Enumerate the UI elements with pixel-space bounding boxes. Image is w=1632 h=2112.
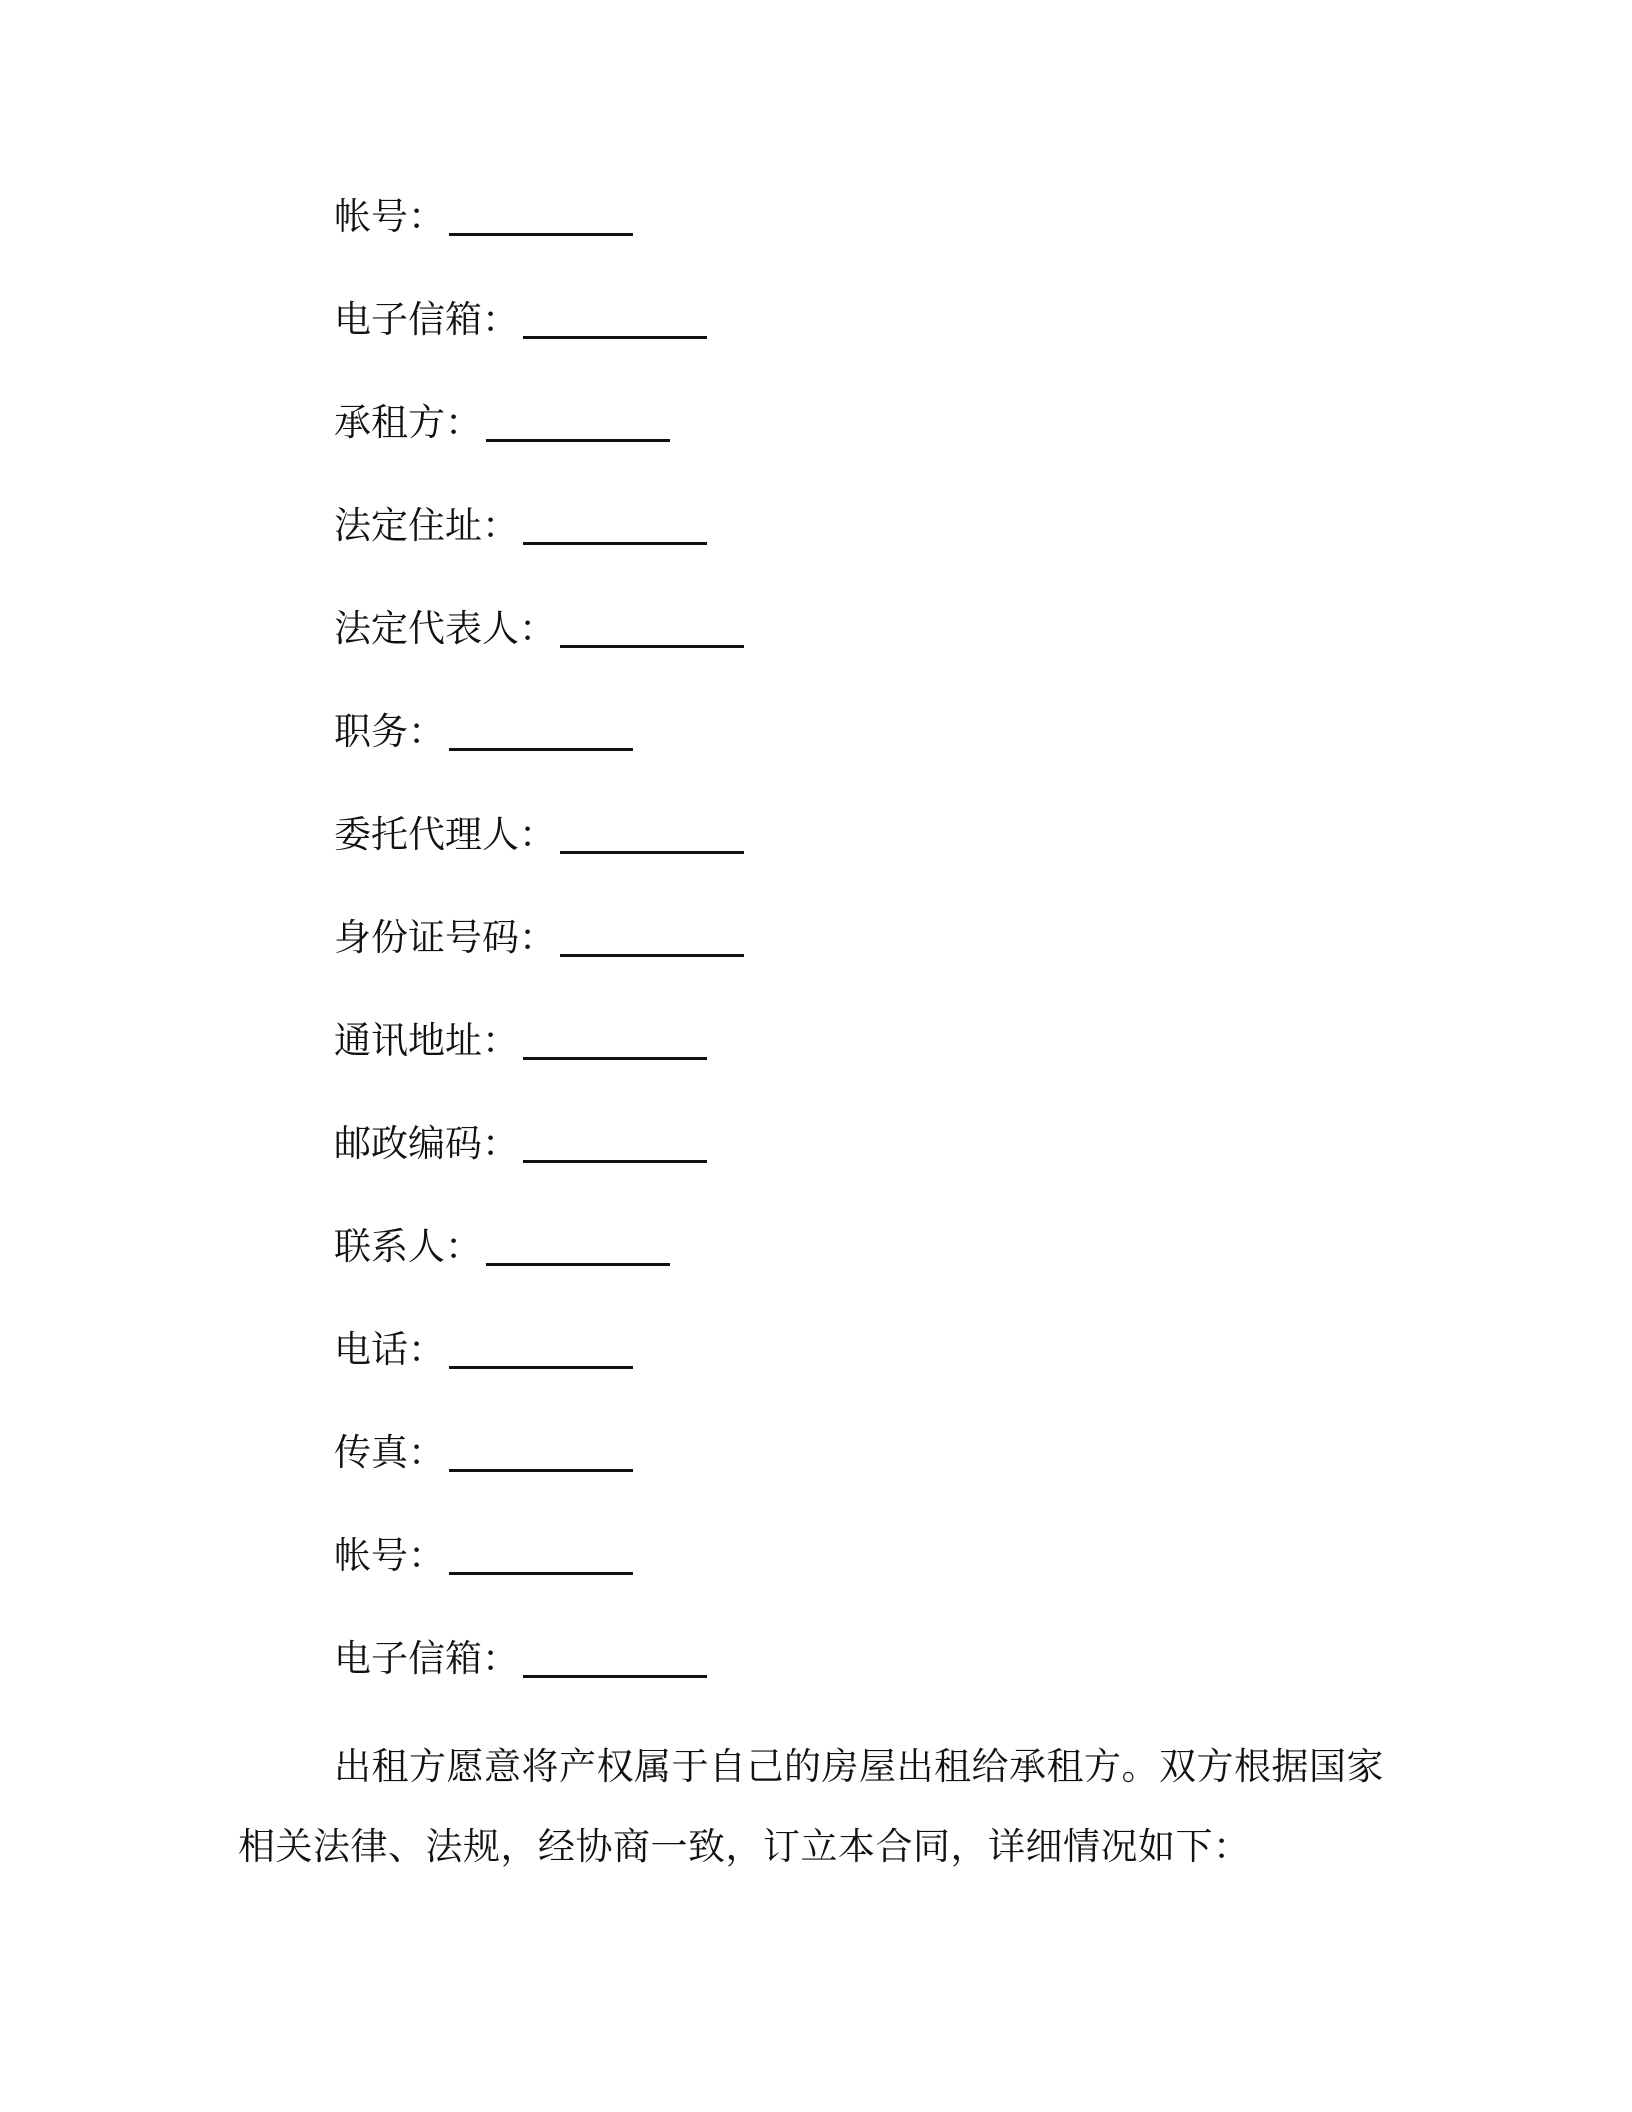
field-authorized-agent — [334, 804, 744, 864]
field-id-number — [334, 907, 744, 967]
field-phone — [334, 1319, 633, 1379]
fill-in-blank[interactable] — [523, 336, 707, 339]
field-mailing-address — [334, 1010, 707, 1070]
fill-in-blank[interactable] — [449, 1572, 633, 1575]
field-label: 帐号： — [334, 194, 445, 238]
field-label: 电子信箱： — [334, 297, 519, 341]
field-email — [334, 289, 707, 349]
field-label: 电话： — [334, 1327, 445, 1371]
field-label: 电子信箱： — [334, 1636, 519, 1680]
field-lessee — [334, 392, 670, 452]
fill-in-blank[interactable] — [523, 542, 707, 545]
fill-in-blank[interactable] — [560, 645, 744, 648]
field-label: 传真： — [334, 1430, 445, 1474]
field-fax — [334, 1422, 633, 1482]
fill-in-blank[interactable] — [449, 748, 633, 751]
field-label: 邮政编码： — [334, 1121, 519, 1165]
field-label: 通讯地址： — [334, 1018, 519, 1062]
field-contact-person — [334, 1216, 670, 1276]
fill-in-blank[interactable] — [486, 439, 670, 442]
field-label: 联系人： — [334, 1224, 482, 1268]
field-account — [334, 186, 633, 246]
fill-in-blank[interactable] — [523, 1057, 707, 1060]
field-label: 委托代理人： — [334, 812, 556, 856]
field-label: 职务： — [334, 709, 445, 753]
fill-in-blank[interactable] — [449, 233, 633, 236]
field-account-2 — [334, 1525, 633, 1585]
fill-in-blank[interactable] — [523, 1675, 707, 1678]
field-label: 法定代表人： — [334, 606, 556, 650]
field-label: 法定住址： — [334, 503, 519, 547]
fill-in-blank[interactable] — [486, 1263, 670, 1266]
field-position — [334, 701, 633, 761]
field-label: 身份证号码： — [334, 915, 556, 959]
paragraph-line-1: 出租方愿意将产权属于自己的房屋出租给承租方。双方根据国家 — [334, 1745, 1384, 1788]
fill-in-blank[interactable] — [560, 851, 744, 854]
field-legal-representative — [334, 598, 744, 658]
fill-in-blank[interactable] — [449, 1469, 633, 1472]
fill-in-blank[interactable] — [523, 1160, 707, 1163]
field-email-2 — [334, 1628, 707, 1688]
field-legal-address — [334, 495, 707, 555]
fill-in-blank[interactable] — [560, 954, 744, 957]
fill-in-blank[interactable] — [449, 1366, 633, 1369]
paragraph-line-2: 相关法律、法规，经协商一致，订立本合同，详细情况如下： — [238, 1825, 1251, 1868]
field-postal-code — [334, 1113, 707, 1173]
field-label: 帐号： — [334, 1533, 445, 1577]
field-label: 承租方： — [334, 400, 482, 444]
